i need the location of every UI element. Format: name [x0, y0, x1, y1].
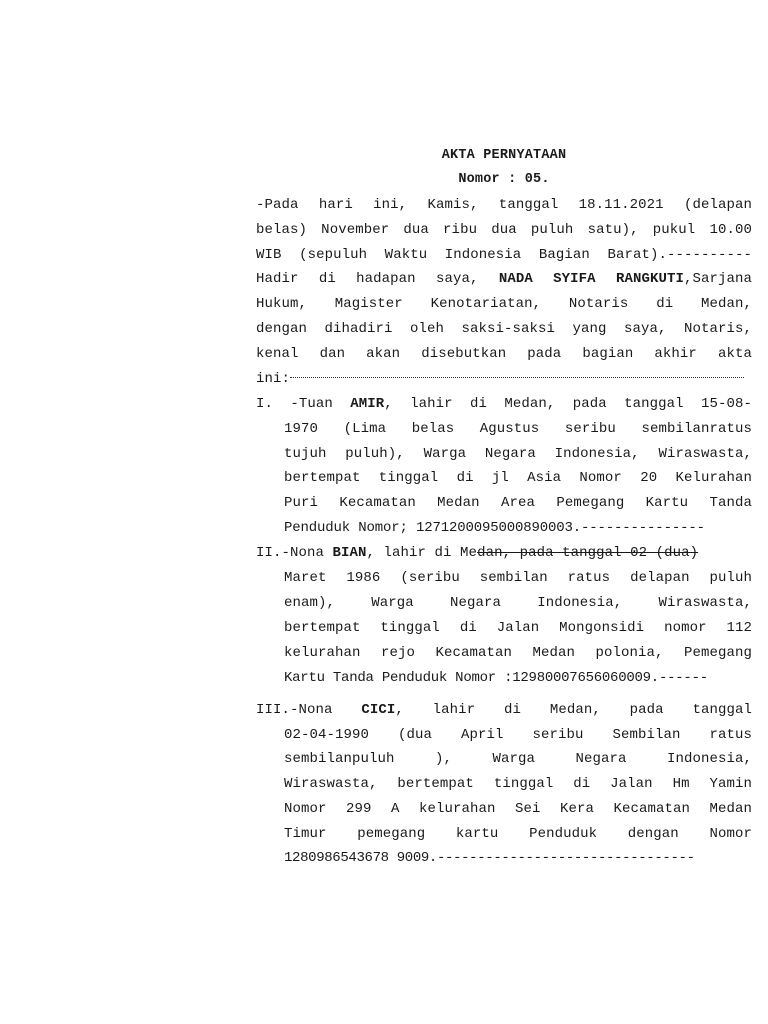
- party-1-prefix: I. -Tuan: [256, 396, 351, 412]
- opening-line-2: belas) November dua ribu dua puluh satu), pukul 10.00: [256, 222, 752, 238]
- party-2-prefix: II.-Nona: [256, 545, 333, 561]
- party-3-name: CICI: [361, 702, 396, 718]
- party-3-prefix: III.-Nona: [256, 702, 362, 718]
- party-1-line-5: Puri Kecamatan Medan Area Pemegang Kartu Tanda: [284, 495, 752, 511]
- party-1-line-6: Penduduk Nomor; 1271200095000890003.---------------: [284, 520, 705, 536]
- party-2-line-6: Kartu Tanda Penduduk Nomor :12980007656060009.------: [284, 670, 708, 686]
- party-3-line-1: [256, 701, 752, 719]
- party-1-name: AMIR: [350, 396, 385, 412]
- deed-number: Nomor : 05.: [458, 172, 550, 187]
- party-2-line-4: bertempat tinggal di Jalan Mongonsidi nomor 112: [284, 620, 752, 636]
- appearance-pre: Hadir di hadapan saya,: [256, 271, 499, 287]
- party-2-line-3: enam), Warga Negara Indonesia, Wiraswasta,: [284, 595, 752, 611]
- party-2-first-rest-b: dan, pada tanggal 02 (dua): [477, 545, 699, 561]
- party-3-line-7: 1280986543678 9009.--------------------------------: [284, 850, 695, 866]
- opening-line-3: WIB (sepuluh Waktu Indonesia Bagian Barat).----------: [256, 247, 752, 263]
- notary-name: NADA SYIFA RANGKUTI: [498, 271, 684, 287]
- party-2-line-2: Maret 1986 (seribu sembilan ratus delapan puluh: [284, 570, 752, 586]
- dotted-fill: [290, 377, 744, 378]
- appearance-line-5: [256, 370, 752, 388]
- party-3-line-6: Timur pemegang kartu Penduduk dengan Nomor: [284, 826, 752, 842]
- party-2-name: BIAN: [332, 545, 367, 561]
- party-3-line-4: Wiraswasta, bertempat tinggal di Jalan Hm Yamin: [284, 776, 752, 792]
- appearance-line-4: kenal dan akan disebutkan pada bagian akhir akta: [256, 346, 752, 362]
- party-3-line-5: Nomor 299 A kelurahan Sei Kera Kecamatan Medan: [284, 801, 752, 817]
- appearance-post: ,Sarjana: [683, 271, 752, 287]
- party-1-line-4: bertempat tinggal di jl Asia Nomor 20 Kelurahan: [284, 470, 752, 486]
- party-2-line-1: [256, 544, 752, 562]
- party-3-line-2: 02-04-1990 (dua April seribu Sembilan ratus: [284, 727, 752, 743]
- appearance-line-1: [256, 270, 752, 288]
- appearance-line-2: Hukum, Magister Kenotariatan, Notaris di Medan,: [256, 296, 752, 312]
- party-1-line-1: [256, 395, 752, 413]
- opening-line-1: -Pada hari ini, Kamis, tanggal 18.11.2021 (delapan: [256, 197, 752, 213]
- appearance-last: ini:: [256, 371, 291, 387]
- party-2-line-5: kelurahan rejo Kecamatan Medan polonia, Pemegang: [284, 645, 752, 661]
- party-2-first-rest-a: , lahir di Me: [366, 545, 478, 561]
- deed-title: AKTA PERNYATAAN: [441, 148, 567, 163]
- appearance-line-3: dengan dihadiri oleh saksi-saksi yang saya, Notaris,: [256, 321, 752, 337]
- party-1-line-2: 1970 (Lima belas Agustus seribu sembilanratus: [284, 421, 752, 437]
- party-1-line-3: tujuh puluh), Warga Negara Indonesia, Wiraswasta,: [284, 446, 752, 462]
- party-3-line-3: sembilanpuluh ), Warga Negara Indonesia,: [284, 751, 752, 767]
- party-1-first-rest: , lahir di Medan, pada tanggal 15-08-: [384, 396, 752, 412]
- party-3-first-rest: , lahir di Medan, pada tanggal: [395, 702, 753, 718]
